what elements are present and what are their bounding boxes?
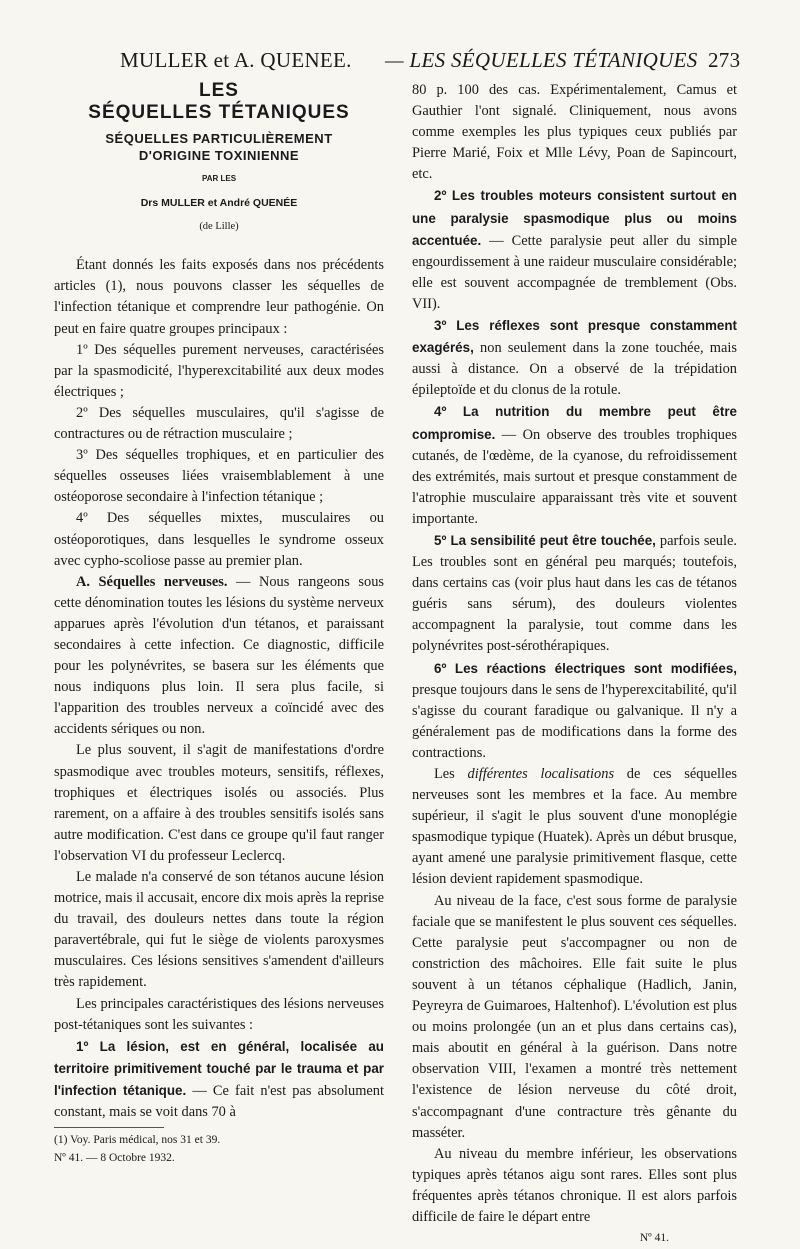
characteristic-text: — Cette paralysie peut aller du simple engourdissement à une raideur musculaire considérable; elle est souvent accompagnée de tremblement (Obs. VII). [412,232,737,312]
footnote-rule [54,1127,164,1128]
section-heading: A. Séquelles nerveuses. [76,573,228,590]
byline-affiliation: (de Lille) [199,221,239,233]
paragraph: Le plus souvent, il s'agit de manifestations d'ordre spasmodique avec troubles moteurs, sensitifs, réflexes, trophiques et électriques isolés ou associés. Plus rarement, on a affaire à des troubles sensitifs isolés sans autre modification. C'est dans ce groupe qu'il faut ranger l'observation VI du professeur Leclercq. [54,742,384,864]
characteristic-text: non seulement dans la zone touchée, mais aussi à distance. On a observé de la trépidation épileptoïde et du clonus de la rotule. [412,340,737,399]
article-title-line2: SÉQUELLES TÉTANIQUES [88,102,350,123]
section-text: — Nous rangeons sous cette dénomination toutes les lésions du système nerveux apparues après l'évolution d'un tétanos, et paraissant secondaires à cette infection. Ce diagnostic, difficile pour les polynévrites, se basera sur les éléments que nous indiquons plus loin. Il sera plus facile, si l'apparition des troubles nerveux a coïncidé avec des accidents sériques ou non. [54,573,384,738]
article-subtitle-line2: D'ORIGINE TOXINIENNE [138,148,300,163]
issue-line: Nº 41. — 8 Octobre 1932. [54,1152,175,1165]
article-subtitle-line1: SÉQUELLES PARTICULIÈREMENT [105,131,333,146]
characteristic-paragraph [412,658,737,764]
list-item: 2º Des séquelles musculaires, qu'il s'agisse de contractures ou de rétraction musculaire ; [54,404,384,443]
characteristic-paragraph [412,401,737,530]
list-item: 3º Des séquelles trophiques, et en particulier des séquelles osseuses liées vraisemblablement à une ostéoporose secondaire à l'infection tétanique ; [54,447,384,506]
characteristic-heading: 6º Les réactions électriques sont modifiées, [434,660,737,676]
paragraph: Les principales caractéristiques des lésions nerveuses post-tétaniques sont les suivantes : [54,995,384,1033]
section-paragraph [54,572,384,741]
list-item: 4º Des séquelles mixtes, musculaires ou ostéoporotiques, dans lesquelles le syndrome osseux avec cypho-scoliose passe au premier plan. [54,510,384,569]
byline-authors: Drs MULLER et André QUENÉE [140,197,298,210]
running-head-authors: MULLER et A. QUENEE. [120,48,352,72]
paragraph: 80 p. 100 des cas. Expérimentalement, Camus et Gauthier l'ont signalé. Cliniquement, nous avons comme exemples les plus typiques ceux publiés par Pierre Marié, Foix et Mlle Lévy, Poan de Sapincourt, etc. [412,82,737,183]
issue-line: Nº 41. [639,1232,669,1245]
article-title-block [54,80,384,237]
left-column [54,80,384,1169]
characteristic-text: — On observe des troubles trophiques cutanés, de l'œdème, de la cyanose, du refroidissement des extrémités, mais surtout et presque constamment de l'atrophie musculaire apparaissant très vite et souvent importante. [412,426,737,527]
paragraph: Étant donnés les faits exposés dans nos précédents articles (1), nous pouvons classer les séquelles de l'infection tétanique et comprendre leur pathogénie. On peut en faire quatre groupes principaux : [54,257,384,337]
running-head-title: — LES SÉQUELLES TÉTANIQUES [385,48,698,72]
article-title-line1: LES [199,80,239,101]
characteristic-text: parfois seule. Les troubles sont en général peu marqués; toutefois, dans certains cas (voir plus haut dans les cas de tétanos guéris sans sérum), des douleurs violentes accompagnent la paralysie, tout comme dans les polynévrites post-sérothérapiques. [412,532,737,655]
characteristic-paragraph [54,1036,384,1123]
page-number: 273 [708,48,741,72]
italic-phrase: différentes localisations [467,766,615,782]
characteristic-heading: 5º La sensibilité peut être touchée, [434,532,656,548]
paragraph: Au niveau de la face, c'est sous forme de paralysie faciale que se manifestent le plus souvent ces séquelles. Cette paralysie peut s'accompagner ou non de constriction des mâchoires. Elle fait suite le plus souvent à un tétanos céphalique (Hadlich, Janin, Peyreyra de Guimaroes, Haltenhof). L'évolution est plus ou moins prolongée (un an et plus dans certains cas), mais aboutit en général à la guérison. Dans notre observation VIII, l'examen a montré très nettement l'existence de lésion nerveuse du côté droit, s'accompagnant d'une contracture très gênante du masséter. [412,892,737,1141]
characteristic-paragraph [412,315,737,401]
paragraph: Le malade n'a conservé de son tétanos aucune lésion motrice, mais il accusait, encore dix mois après la reprise du travail, des douleurs nettes dans toute la région paravertébrale, qui fut le siège de violents paroxysmes musculaires. Ces lésions sensitives s'amendent d'ailleurs très rapidement. [54,869,384,991]
text-run: de ces séquelles nerveuses sont les membres et la face. Au membre supérieur, il s'agit le plus souvent d'une monoplégie spasmodique typique (Huatek). Après un début brusque, ayant amené une paralysie primitivement flasque, cette lésion devient rapidement spasmodique. [412,766,737,888]
characteristic-heading: 4º La nutrition du membre peut être compromise. [412,404,737,442]
right-column [412,80,737,1249]
byline-par: PAR LES [201,174,237,183]
characteristic-heading: 1º La lésion, est en général, localisée au territoire primitivement touché par le trauma et par l'infection tétanique. [54,1038,384,1098]
list-item: 1º Des séquelles purement nerveuses, caractérisées par la spasmodicité, l'hyperexcitabilité aux deux modes électriques ; [54,341,384,400]
characteristic-paragraph [412,185,737,315]
paragraph [412,764,737,891]
characteristic-heading: 3º Les réflexes sont presque constamment exagérés, [412,318,737,356]
characteristic-heading: 2º Les troubles moteurs consistent surtout en une paralysie spasmodique plus ou moins accentuée. [412,188,737,248]
characteristic-text: — Ce fait n'est pas absolument constant, mais se voit dans 70 à [54,1082,384,1121]
footnote: (1) Voy. Paris médical, nos 31 et 39. [54,1134,221,1147]
paragraph: Au niveau du membre inférieur, les observations typiques après tétanos aigu sont rares. Elles sont plus fréquentes après tétanos chronique. Il est alors parfois difficile de faire le départ entre [412,1145,737,1225]
text-run: Les [434,766,468,782]
characteristic-text: presque toujours dans le sens de l'hyperexcitabilité, qu'il s'agisse du courant faradique ou galvanique. Il n'y a généralement pas de modifications dans la forme des contractions. [412,681,737,761]
characteristic-paragraph [412,530,737,658]
